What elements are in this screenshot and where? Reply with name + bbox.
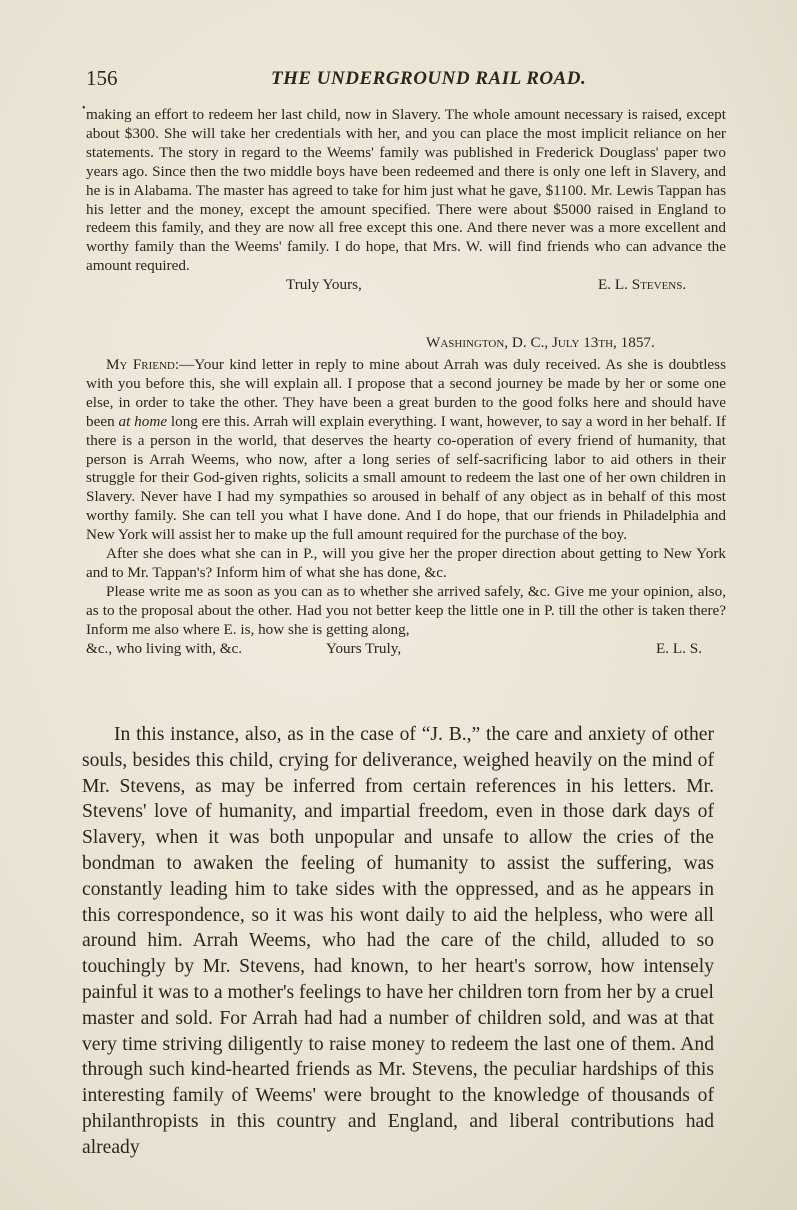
letter-2-signature: E. L. S.	[656, 639, 702, 657]
letter-2-dateline-row	[86, 334, 726, 356]
letter-2-signoff	[86, 640, 726, 660]
margin-mark: •	[82, 103, 86, 114]
letter-1-signoff	[86, 276, 726, 296]
narrative-paragraph: In this instance, also, as in the case of “J. B.,” the care and anxiety of other souls, besides this child, crying for deliverance, weighed heavily on the mind of Mr. Stevens, as may be inferred from certain references in his letters. Mr. Stevens' love of humanity, and impartial freedom, even in those dark days of Slavery, when it was both unpopular and unsafe to allow the cries of the bondman to awaken the feeling of humanity to assist the suffering, was constantly leading him to take sides with the oppressed, and as he appears in this correspondence, so it was his wont daily to aid the helpless, who were all around him. Arrah Weems, who had the care of the child, alluded to so touchingly by Mr. Stevens, had known, to her heart's sorrow, how intensely painful it was to a mother's feelings to have her children torn from her by a cruel master and sold. For Arrah had had a number of children sold, and was at that very time striving diligently to raise money to redeem the last one of them. And through such kind-hearted friends as Mr. Stevens, the peculiar hardships of this interesting family of Weems' were brought to the knowledge of thousands of philanthropists in this country and England, and liberal contributions had already	[82, 724, 714, 1158]
letter-2-p1-emphasis: at home	[118, 412, 168, 430]
letter-2-paragraph-3: Please write me as soon as you can as to whether she arrived safely, &c. Give me your opinion, also, as to the proposal about the other. Had you not better keep the little one in P. till the other is taken there? Inform me also where E. is, how she is getting along,	[86, 582, 726, 638]
letter-1-closing: Truly Yours,	[286, 276, 362, 294]
letter-2-salutation: My Friend:	[106, 356, 180, 373]
narrative-text	[82, 722, 714, 1161]
page-header	[86, 66, 726, 96]
page-number: 156	[86, 66, 118, 90]
letter-stevens-2	[86, 334, 726, 660]
letter-2-last-line: &c., who living with, &c.	[86, 639, 243, 657]
letter-2-closing: Yours Truly,	[326, 639, 402, 657]
running-title: THE UNDERGROUND RAIL ROAD.	[271, 68, 587, 89]
letter-1-body: making an effort to redeem her last child, now in Slavery. The whole amount necessary is raised, except about $300. She will take her credentials with her, and you can place the most implicit reliance on her statements. The story in regard to the Weems' family was published in Frederick Douglass' paper two years ago. Since then the two middle boys have been redeemed and there is only one left in Slavery, and he is in Alabama. The master has agreed to take for him just what he gave, $1100. Mr. Lewis Tappan has his letter and the money, except the amount specified. There were about $5000 raised in England to redeem this family, and they are now all free except this one. And there never was a more excellent and worthy family than the Weems' family. I do hope, that Mrs. W. will find friends who can advance the amount required.	[86, 106, 726, 275]
letter-2-paragraph-2: After she does what she can in P., will you give her the proper direction about getting to New York and to Mr. Tappan's? Inform him of what she has done, &c.	[86, 545, 726, 581]
letter-2-paragraph-1	[86, 356, 726, 545]
letter-2-p1-part-b: long ere this. Arrah will explain everything. I want, however, to say a word in her behalf. If there is a person in the world, that deserves the hearty co-operation of every friend of humanity, that person is Arrah Weems, who now, after a long series of self-sacrificing labor to aid others in their struggle for their God-given rights, solicits a small amount to redeem the last one of her own children in Slavery. Never have I had my sympathies so aroused in behalf of any object as in behalf of this most worthy family. She can tell you what I have done. And I do hope, that our friends in Philadelphia and New York will assist her to make up the full amount required for the purchase of the boy.	[86, 412, 726, 544]
letter-1-signature: E. L. Stevens.	[598, 276, 687, 294]
letter-2-dateline: Washington, D. C., July 13th, 1857.	[426, 334, 655, 351]
letter-stevens-1	[86, 106, 726, 296]
letter-2-p1-part-a: —Your kind letter in reply to mine about Arrah was duly received. As she is doubtless with you before this, she will explain all. I propose that a second journey be made by her or some one else, in order to take the other. They have been a great burden to the good folks here and should have been	[86, 356, 726, 430]
